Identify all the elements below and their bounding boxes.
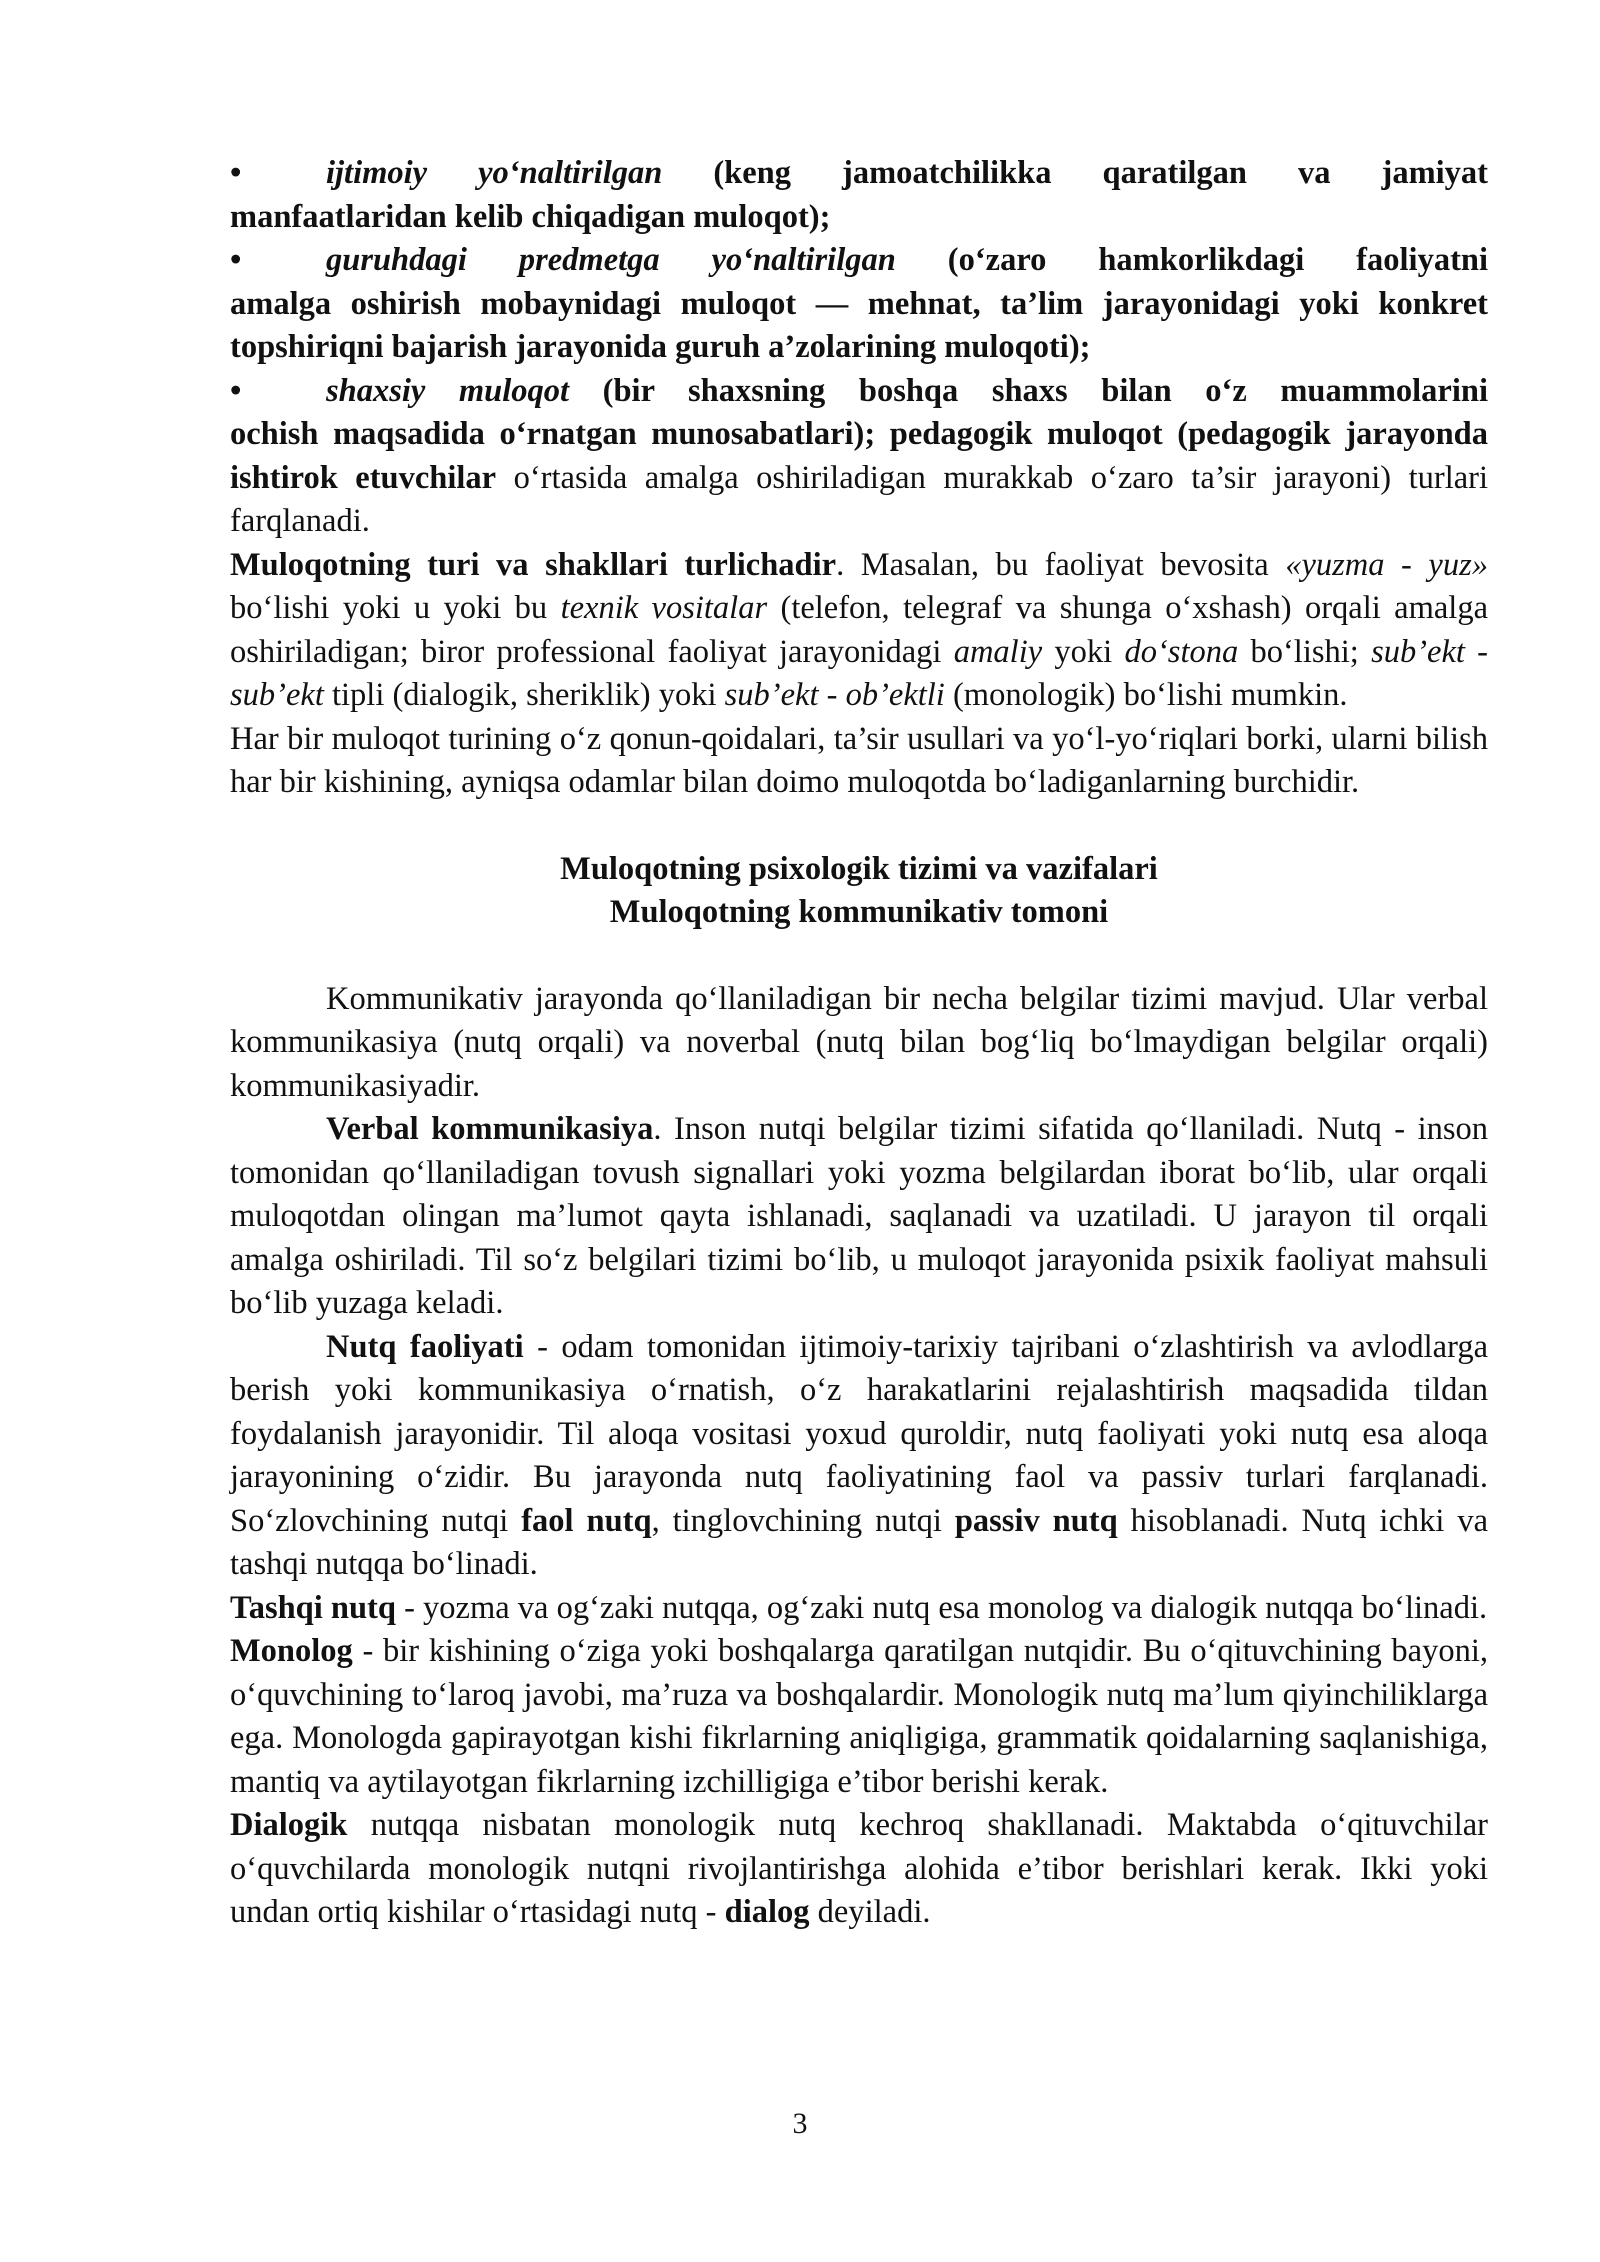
text-run: . Masalan, bu faoliyat bevosita [836,546,1286,583]
page-content [230,152,1488,1935]
spacer [230,805,1488,848]
paragraph-verbal [230,1108,1488,1326]
paragraph-tashqi-nutq [230,1587,1488,1631]
section-heading: Muloqotning psixologik tizimi va vazifalari [560,850,1158,887]
bullet-icon: • [230,242,242,278]
bullet-continuation: amalga oshirish mobaynidagi muloqot — mehnat, ta’lim jarayonidagi yoki konkret topshiriqni bajarish jarayonida guruh a’zolarining muloqoti); [230,285,1488,365]
text-run: - yozma va og‘zaki nutqqa, og‘zaki nutq esa monolog va dialogik nutqqa bo‘linadi. [395,1589,1488,1626]
list-item [230,152,1488,239]
italic-run: sub’ekt - sub’ekt [230,633,1488,713]
paragraph-lead: Monolog [230,1633,353,1669]
page-number: 3 [792,2107,808,2140]
subsection-heading: Muloqotning kommunikativ tomoni [609,894,1109,930]
text-run: deyiladi. [809,1894,931,1930]
italic-run: texnik vositalar [560,590,768,626]
paragraph-lead: Nutq faoliyati [326,1328,524,1365]
text-run: yoki [1042,633,1125,670]
paragraph-rules: Har bir muloqot turining o‘z qonun-qoidalari, ta’sir usullari va yo‘l-yo‘riqlari borki, ularni bilish har bir kishining, ayniqsa odamlar bilan doimo muloqotda bo‘ladiganlarning burchidir. [230,720,1488,800]
paragraph-lead: Verbal kommunikasiya [326,1111,654,1147]
bullet-term: guruhdagi predmetga yo‘naltirilgan [326,242,896,278]
italic-run: sub’ekt - ob’ektli [724,677,945,713]
bullet-continuation: manfaatlaridan kelib chiqadigan muloqot); [230,198,831,235]
list-item [230,370,1488,544]
paragraph-kommunikativ: Kommunikativ jarayonda qo‘llaniladigan bir necha belgilar tizimi mavjud. Ular verbal kommunikasiya (nutq orqali) va noverbal (nutq bilan bog‘liq bo‘lmaydigan belgilar orqali) kommunikasiyadir. [230,980,1488,1104]
bullet-text: (o‘zaro hamkorlikdagi faoliyatni [895,242,1488,278]
text-run: nutqqa nisbatan monologik nutq kechroq shakllanadi. Maktabda o‘qituvchilar o‘quvchilarda monologik nutqni rivojlantirishga alohida e’tibor berishlari kerak. Ikki yoki undan ortiq kishilar o‘rtasidagi nutq - [230,1807,1488,1930]
bullet-text: (keng jamoatchilikka qaratilgan va jamiyat [662,155,1489,191]
text-run: hisoblanadi. Nutq ichki va tashqi nutqqa bo‘linadi. [230,1502,1488,1582]
italic-run: «yuzma - yuz» [1285,546,1488,583]
text-run: - bir kishining o‘ziga yoki boshqalarga qaratilgan nutqidir. Bu o‘qituvchining bayoni, o‘quvchining to‘laroq javobi, ma’ruza va boshqalardir. Monologik nutq ma’lum qiyinchiliklarga ega. Monologda gapirayotgan kishi fikrlarning aniqligiga, grammatik qoidalarning saqlanishiga, mantiq va aytilayotgan fikrlarning izchilligiga e’tibor berishi kerak. [230,1633,1488,1800]
bold-term: faol nutq [521,1502,652,1539]
italic-run: amaliy [953,633,1043,670]
bullet-continuation-text: o‘rtasida amalga oshiriladigan murakkab o‘zaro ta’sir jarayoni) turlari farqlanadi. [230,459,1489,539]
text-run: tipli (dialogik, sheriklik) yoki [323,677,725,713]
paragraph-lead: Tashqi nutq [230,1589,396,1626]
bold-term: passiv nutq [954,1502,1118,1539]
paragraph-lead: Muloqotning turi va shakllari turlichadir [230,546,837,583]
list-item [230,239,1488,370]
text-run: - odam tomonidan ijtimoiy-tarixiy tajribani o‘zlashtirish va avlodlarga berish yoki kommunikasiya o‘rnatish, o‘z harakatlarini rejalashtirish maqsadida tildan foydalanish jarayonidir. Til aloqa vositasi yoxud quroldir, nutq faoliyati yoki nutq esa aloqa jarayonining o‘zidir. Bu jarayonda nutq faoliyatining faol va passiv turlari farqlanadi. So‘zlovchining nutqi [230,1328,1488,1539]
paragraph-lead: Dialogik [230,1807,348,1843]
bullet-term: ijtimoiy yo‘naltirilgan [326,155,663,191]
bold-term: dialog [724,1894,810,1930]
paragraph-nutq-faoliyati [230,1326,1488,1587]
text-run: bo‘lishi yoki u yoki bu [230,590,561,626]
bullet-text: (bir shaxsning boshqa shaxs bilan o‘z muammolarini [569,372,1488,409]
bullet-continuation-bold: ochish maqsadida o‘rnatgan munosabatlari); pedagogik muloqot (pedagogik jarayonda ishtirok etuvchilar [230,416,1488,496]
text-run: (monologik) bo‘lishi mumkin. [944,677,1348,713]
paragraph-monolog [230,1630,1488,1804]
bullet-icon: • [230,372,242,409]
text-run: bo‘lishi; [1238,633,1372,670]
text-run: . Inson nutqi belgilar tizimi sifatida qo‘llaniladi. Nutq - inson tomonidan qo‘llaniladigan tovush signallari yoki yozma belgilardan iborat bo‘lib, ular orqali muloqotdan olingan ma’lumot qayta ishlanadi, saqlanadi va uzatiladi. U jarayon til orqali amalga oshiriladi. Til so‘z belgilari tizimi bo‘lib, u muloqot jarayonida psixik faoliyat mahsuli bo‘lib yuzaga keladi. [230,1111,1489,1321]
bullet-continuation [230,413,1488,544]
bullet-term: shaxsiy muloqot [326,372,570,409]
spacer [230,935,1488,978]
paragraph-forms [230,544,1488,718]
bullet-icon: • [230,155,242,191]
paragraph-dialogik [230,1804,1488,1935]
text-run: (telefon, telegraf va shunga o‘xshash) orqali amalga oshiriladigan; biror professional faoliyat jarayonidagi [230,590,1488,670]
text-run: , tinglovchining nutqi [651,1502,955,1539]
italic-run: do‘stona [1124,633,1239,670]
